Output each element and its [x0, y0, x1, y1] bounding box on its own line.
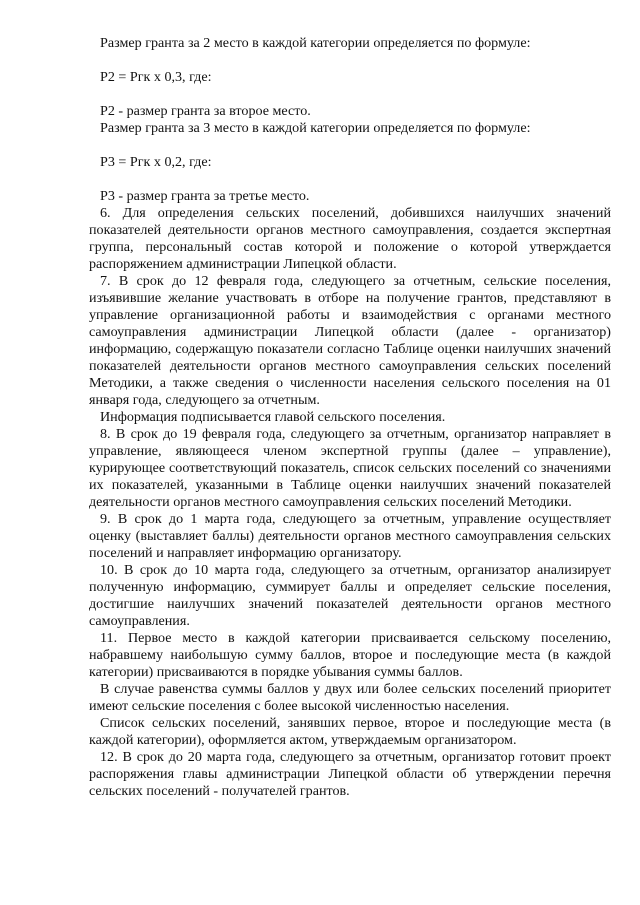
paragraph-item-8: 8. В срок до 19 февраля года, следующего за отчетным, организатор направляет в управление, являющееся членом экспертной группы (далее – управление), курирующее соответствующий показатель, список сельских поселений со значениями их показателей, указанными в Таблице оценки наилучших значений показателей деятельности органов местного самоуправления сельских поселений Методики.: [89, 426, 611, 510]
paragraph-grant-2-formula-intro: Размер гранта за 2 место в каждой категории определяется по формуле:: [100, 35, 531, 51]
paragraph-item-9: 9. В срок до 1 марта года, следующего за отчетным, управление осуществляет оценку (выставляет баллы) деятельности органов местного самоуправления сельских поселений и направляет информацию организатору.: [89, 511, 611, 561]
paragraph-grant-2-formula: Р2 = Ргк х 0,3, где:: [100, 69, 212, 85]
document-body: [89, 35, 611, 800]
paragraph-grant-3-formula-intro: Размер гранта за 3 место в каждой категории определяется по формуле:: [100, 120, 531, 136]
paragraph-item-12: 12. В срок до 20 марта года, следующего за отчетным, организатор готовит проект распоряжения главы администрации Липецкой области об утверждении перечня сельских поселений - получателей грантов.: [89, 749, 611, 799]
paragraph-grant-3-formula: Р3 = Ргк х 0,2, где:: [100, 154, 212, 170]
paragraph-item-10: 10. В срок до 10 марта года, следующего за отчетным, организатор анализирует полученную информацию, суммирует баллы и определяет сельские поселения, достигшие наилучших значений показателей деятельности органов местного самоуправления.: [89, 562, 611, 629]
paragraph-ranking-act: Список сельских поселений, занявших первое, второе и последующие места (в каждой категории), оформляется актом, утверждаемым организатором.: [89, 715, 611, 748]
paragraph-item-11: 11. Первое место в каждой категории присваивается сельскому поселению, набравшему наибольшую сумму баллов, второе и последующие места (в каждой категории) присваиваются в порядке убывания суммы баллов.: [89, 630, 611, 680]
paragraph-grant-2-definition: Р2 - размер гранта за второе место.: [100, 103, 311, 119]
paragraph-grant-3-definition: Р3 - размер гранта за третье место.: [100, 188, 310, 204]
paragraph-tie-rule: В случае равенства суммы баллов у двух или более сельских поселений приоритет имеют сельские поселения с более высокой численностью населения.: [89, 681, 611, 714]
paragraph-item-6: 6. Для определения сельских поселений, добившихся наилучших значений показателей деятельности органов местного самоуправления, создается экспертная группа, персональный состав которой и положение о которой утверждается распоряжением администрации Липецкой области.: [89, 205, 611, 272]
paragraph-signature-note: Информация подписывается главой сельского поселения.: [100, 409, 446, 425]
paragraph-item-7: 7. В срок до 12 февраля года, следующего за отчетным, сельские поселения, изъявившие желание участвовать в отборе на получение грантов, представляют в управление организационной работы и взаимодействия с органами местного самоуправления администрации Липецкой области (далее - организатор) информацию, содержащую показатели согласно Таблице оценки наилучших значений показателей деятельности органов местного самоуправления сельских поселений Методики, а также сведения о численности населения сельского поселения на 01 января года, следующего за отчетным.: [89, 273, 611, 408]
